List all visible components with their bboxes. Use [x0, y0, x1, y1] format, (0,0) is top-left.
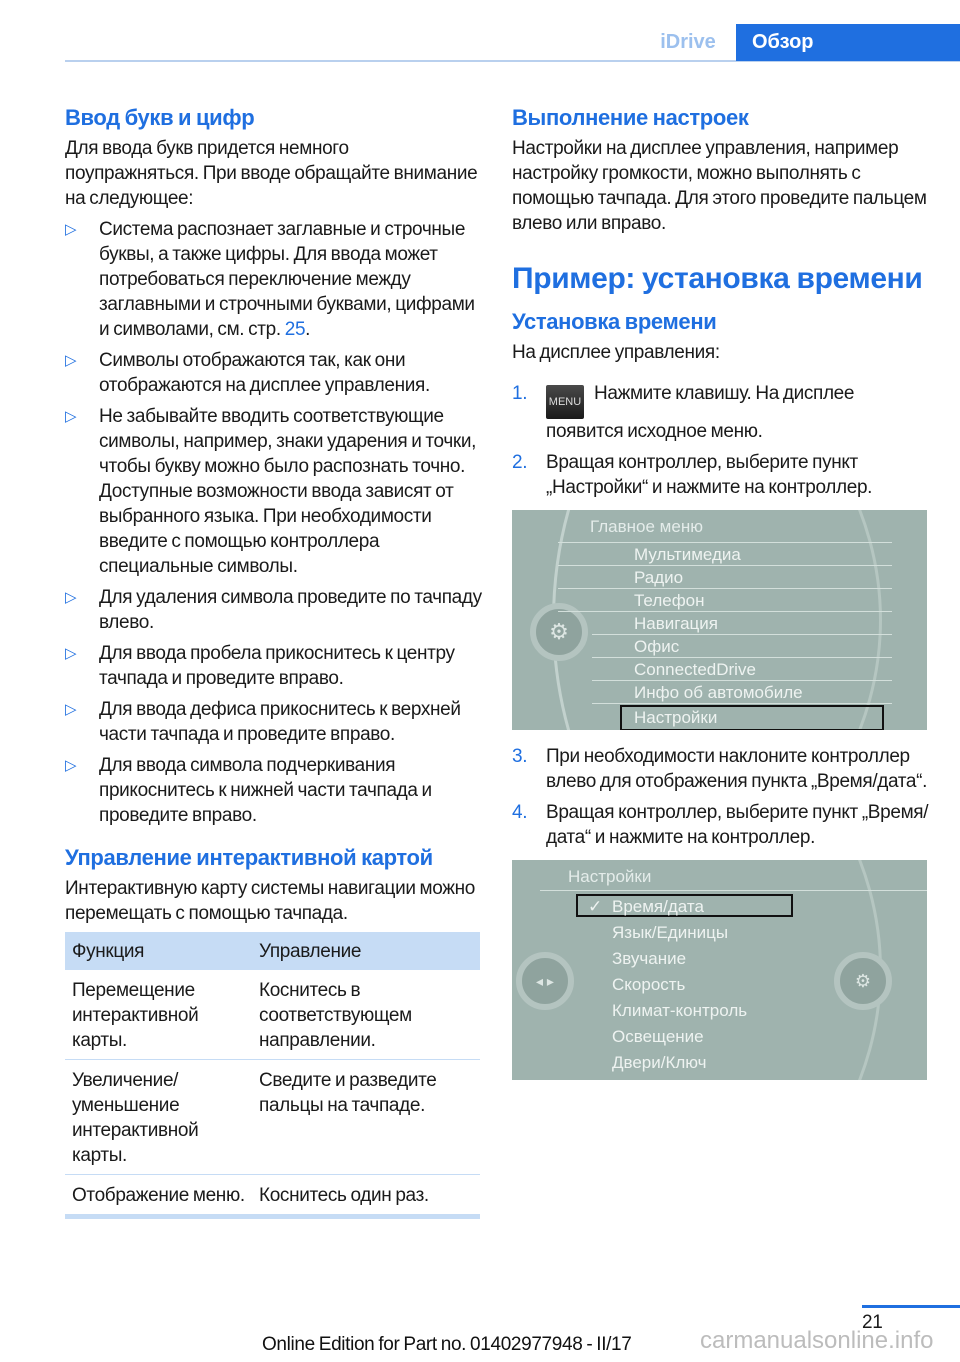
row-divider: [592, 703, 892, 704]
menu-item[interactable]: Скорость: [612, 975, 686, 994]
time-intro: На дисплее управления:: [512, 342, 720, 363]
bullet-tail: .: [305, 319, 311, 340]
menu-item[interactable]: Освещение: [612, 1027, 704, 1046]
heading-map: Управление интерактивной картой: [65, 845, 433, 870]
step: [512, 800, 930, 850]
step-text: Вращая контроллер, выберите пункт „Время/дата“ и нажмите на контроллер.: [546, 802, 929, 848]
table-row: [65, 1175, 480, 1217]
heading-settings: Выполнение настроек: [512, 105, 749, 130]
step: [512, 381, 930, 444]
checkmark-icon: ✓: [588, 897, 603, 916]
bullet-text: Система распознает заглавные и строчные буквы, а также цифры. Для ввода может потребоваться переключение между заглавными и строчными буквами, цифрами и символами, см. стр.: [99, 219, 475, 340]
triangle-right-icon: ▷: [65, 221, 77, 238]
triangle-right-icon: ▷: [65, 645, 77, 662]
cell-function: Увеличение/ уменьшение интерактивной карты.: [65, 1060, 252, 1175]
column-header-control: Управление: [252, 932, 480, 970]
triangle-right-icon: ▷: [65, 352, 77, 369]
step-number: 1.: [512, 383, 528, 404]
bullet-item: [65, 641, 483, 691]
settings-text: Настройки на дисплее управления, например настройку громкости, можно выполнять с помощью тачпада. Для этого проведите пальцем влево или вправо.: [512, 138, 927, 234]
row-divider: [558, 611, 892, 612]
cell-control: Сведите и разведите пальцы на тачпаде.: [252, 1060, 480, 1175]
menu-item[interactable]: Время/дата: [612, 897, 704, 916]
menu-item[interactable]: Настройки: [620, 705, 884, 730]
cell-function: Отображение меню.: [65, 1175, 252, 1217]
step-number: 2.: [512, 452, 528, 473]
idrive-screen-main-menu: [512, 510, 927, 730]
menu-item[interactable]: Телефон: [634, 591, 705, 610]
bullet-text: Символы отображаются так, как они отображаются на дисплее управления.: [99, 350, 430, 396]
heading-example: Пример: установка времени: [512, 262, 923, 295]
cell-control: Коснитесь в соответствующем направлении.: [252, 970, 480, 1060]
bullet-list: [65, 217, 483, 828]
table-row: [65, 1060, 480, 1175]
bullet-text: Не забывайте вводить соответствующие символы, например, знаки ударения и точки, чтобы букву можно было распознать точно. Доступные возможности ввода зависят от выбранного языка. При необходимости введите с помощью контроллера специальные символы.: [99, 406, 477, 577]
row-divider: [592, 657, 892, 658]
bullet-text: Для ввода дефиса прикоснитесь к верхней части тачпада и проведите вправо.: [99, 699, 461, 745]
bullet-item: [65, 404, 483, 579]
bullet-text: Для удаления символа проведите по тачпаду влево.: [99, 587, 482, 633]
menu-item[interactable]: Язык/Единицы: [612, 923, 729, 942]
right-column: [512, 104, 930, 1094]
screen-title: Главное меню: [590, 517, 703, 536]
triangle-right-icon: ▷: [65, 589, 77, 606]
bullet-text: Для ввода символа подчеркивания прикоснитесь к нижней части тачпада и проведите вправо.: [99, 755, 432, 826]
left-column: [65, 104, 483, 1219]
step: [512, 744, 930, 794]
watermark: carmanualsonline.info: [700, 1327, 934, 1354]
map-intro: Интерактивную карту системы навигации можно перемещать с помощью тачпада.: [65, 878, 475, 924]
bullet-text: Для ввода пробела прикоснитесь к центру тачпада и проведите вправо.: [99, 643, 455, 689]
cell-control: Коснитесь один раз.: [252, 1175, 480, 1217]
menu-item[interactable]: Навигация: [634, 614, 718, 633]
menu-item[interactable]: Инфо об автомобиле: [634, 683, 803, 702]
triangle-right-icon: ▷: [65, 408, 77, 425]
section-tab-idrive[interactable]: iDrive: [660, 31, 716, 53]
menu-key-icon: MENU: [546, 385, 584, 419]
menu-item[interactable]: Мультимедиа: [634, 545, 741, 564]
edition-footer: Online Edition for Part no. 01402977948 - II/17: [262, 1334, 632, 1355]
left-right-arrows-icon: ◂ ▸: [516, 952, 574, 1010]
gear-icon: ⚙: [834, 952, 892, 1010]
step-text: При необходимости наклоните контроллер влево для отображения пункта „Время/дата“.: [546, 746, 928, 792]
gear-icon: ⚙: [530, 603, 588, 661]
row-divider: [558, 588, 892, 589]
row-divider: [558, 565, 892, 566]
step-number: 4.: [512, 802, 528, 823]
menu-item[interactable]: ConnectedDrive: [634, 660, 756, 679]
bullet-item: [65, 585, 483, 635]
cell-function: Перемещение интерактивной карты.: [65, 970, 252, 1060]
section-tab-overview[interactable]: Обзор: [736, 24, 960, 61]
heading-time: Установка времени: [512, 309, 717, 334]
column-header-function: Функция: [65, 932, 252, 970]
row-divider: [592, 680, 892, 681]
bullet-item: [65, 753, 483, 828]
page-link[interactable]: 25: [284, 319, 306, 340]
row-divider: [592, 634, 892, 635]
table-row: [65, 970, 480, 1060]
idrive-screen-settings: [512, 860, 927, 1080]
bullet-item: [65, 217, 483, 342]
triangle-right-icon: ▷: [65, 757, 77, 774]
menu-item[interactable]: Двери/Ключ: [612, 1053, 707, 1072]
intro-text: Для ввода букв придется немного поупражняться. При вводе обращайте внимание на следующее:: [65, 138, 478, 209]
page-number-rule: [862, 1305, 960, 1308]
step-text: Вращая контроллер, выберите пункт „Настройки“ и нажмите на контроллер.: [546, 452, 873, 498]
triangle-right-icon: ▷: [65, 701, 77, 718]
menu-item[interactable]: Климат-контроль: [612, 1001, 748, 1020]
bullet-item: [65, 348, 483, 398]
steps-list-1: [512, 381, 930, 500]
step-text: Нажмите клавишу. На дисплее появится исходное меню.: [546, 383, 855, 442]
steps-list-2: [512, 744, 930, 850]
row-divider: [558, 542, 892, 543]
menu-item[interactable]: Звучание: [612, 949, 687, 968]
map-control-table: [65, 932, 480, 1219]
menu-item[interactable]: Офис: [634, 637, 680, 656]
step-number: 3.: [512, 746, 528, 767]
page-number: 21: [862, 1312, 883, 1333]
heading-input: Ввод букв и цифр: [65, 105, 255, 130]
step: [512, 450, 930, 500]
menu-item[interactable]: Радио: [634, 568, 684, 587]
screen-title: Настройки: [568, 867, 652, 886]
bullet-item: [65, 697, 483, 747]
